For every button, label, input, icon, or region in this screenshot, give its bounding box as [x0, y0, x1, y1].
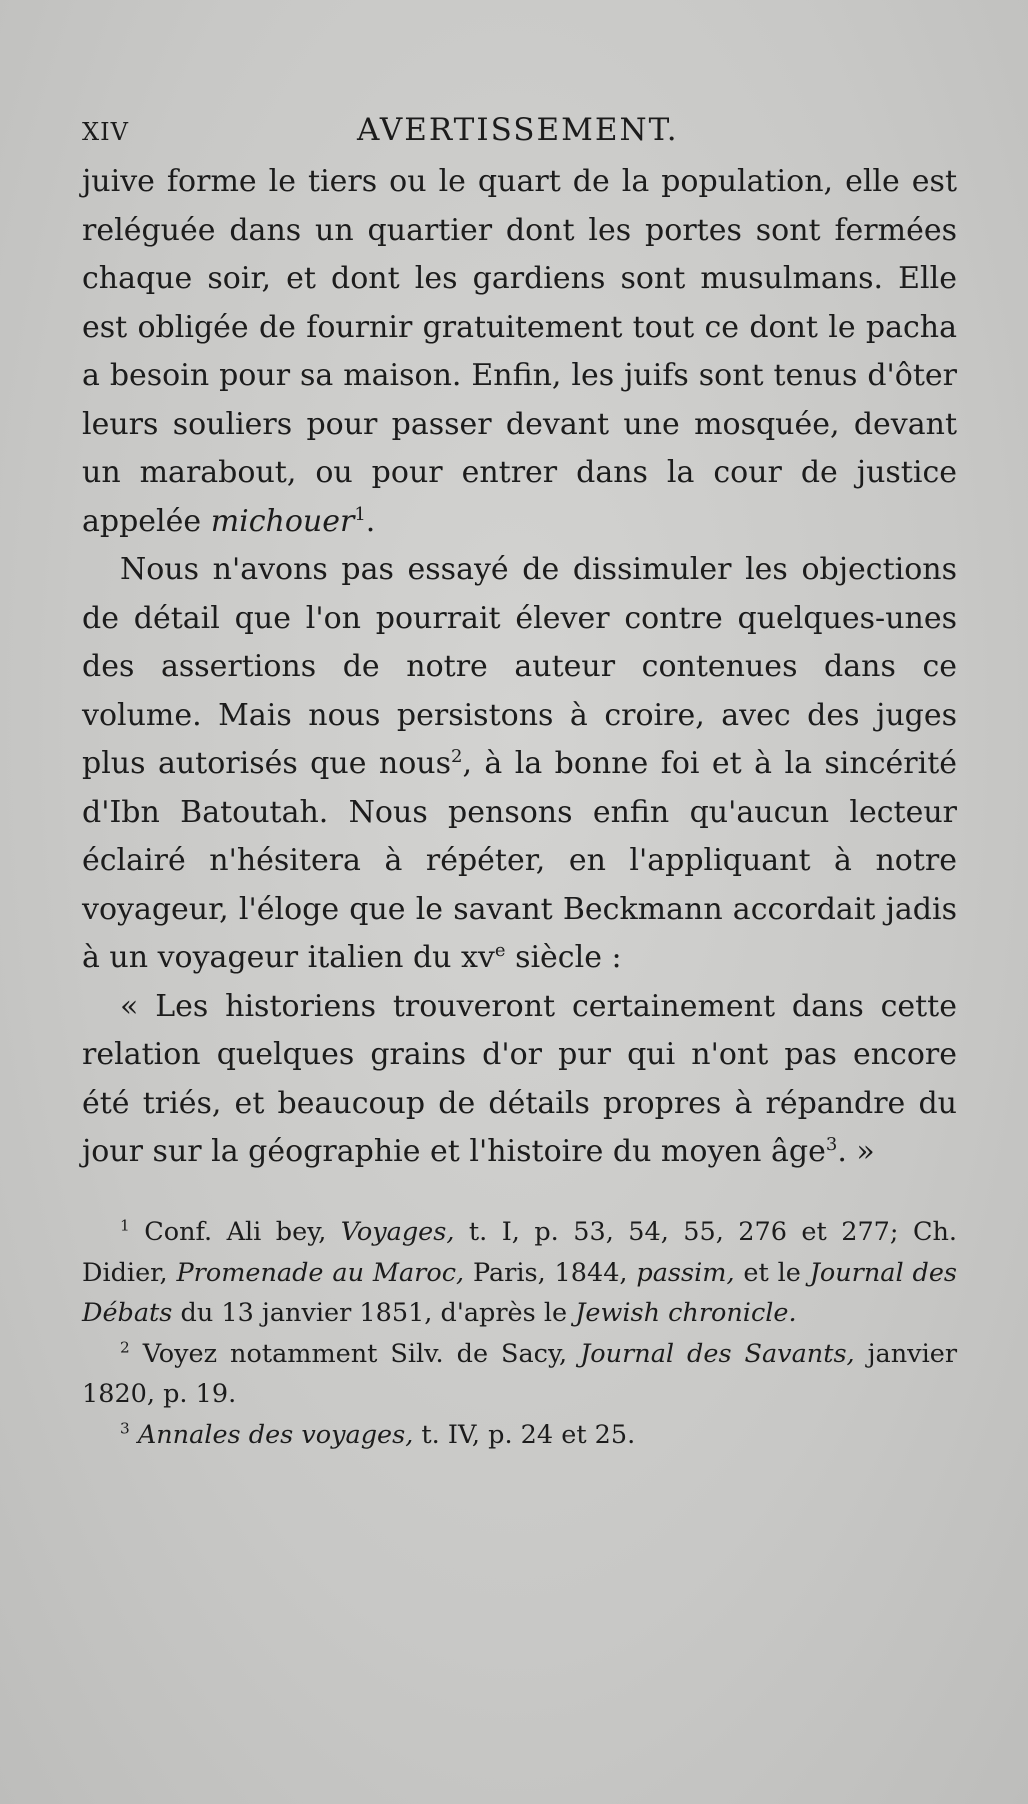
- footnote-2: $^2$ Voyez notamment Silv. de Sacy, Journal des Savants, janvier 1820, p. 19.: [82, 1338, 958, 1409]
- footnote-ref-2: 2: [451, 746, 463, 767]
- term-michouer: michouer: [210, 503, 355, 539]
- running-title: AVERTISSEMENT.: [357, 112, 679, 148]
- paragraph-2: Nous n'avons pas essayé de dissimuler les objections de détail que l'on pourrait élever contre quelques-unes des assertions de notre auteur contenues dans ce volume. Mais nous persistons à croire, avec des juges plus autorisés que nous$^2$, à la bonne foi et à la sincérité d'Ibn Batoutah. Nous pensons enfin qu'aucun lecteur éclairé n'hésitera à répéter, en l'appliquant à notre voyageur, l'éloge que le savant Beckmann accordait jadis à un voyageur italien du $xv^e$ siècle :: [82, 552, 958, 975]
- paragraph-1: juive forme le tiers ou le quart de la population, elle est reléguée dans un quartier dont les portes sont fermées chaque soir, et dont les gardiens sont musulmans. Elle est obligée de fournir gratuitement tout ce dont le pacha a besoin pour sa maison. Enfin, les juifs sont tenus d'ôter leurs souliers pour passer devant une mosquée, devant un marabout, ou pour entrer dans la cour de justice appelée michouer$^1$.: [82, 164, 957, 539]
- paragraph-3-quote: « Les historiens trouveront certainement dans cette relation quelques grains d'or pur qui n'ont pas encore été triés, et beaucoup de détails propres à répandre du jour sur la géographie et l'histoire du moyen âge$^3$. »: [82, 988, 957, 1169]
- footnote-3: $^3$ Annales des voyages, t. IV, p. 24 et 25.: [120, 1419, 636, 1450]
- footnote-ref-3: 3: [825, 1134, 838, 1155]
- footnotes: [82, 1212, 957, 1455]
- page-number: XIV: [82, 118, 129, 146]
- century-superscript: e: [494, 940, 506, 961]
- main-text: [82, 158, 957, 1177]
- footnote-1: $^1$ Conf. Ali bey, Voyages, t. I, p. 53, 54, 55, 276 et 277; Ch. Didier, Promenade au Maroc, Paris, 1844, passim, et le Journal des Débats du 13 janvier 1851, d'après le Jewish chronicle.: [82, 1216, 958, 1328]
- page-header: [82, 112, 952, 152]
- footnote-3-mark: 3: [120, 1419, 130, 1437]
- footnote-ref-1: 1: [354, 503, 366, 525]
- footnote-2-mark: 2: [120, 1338, 130, 1356]
- footnote-1-mark: 1: [120, 1216, 130, 1235]
